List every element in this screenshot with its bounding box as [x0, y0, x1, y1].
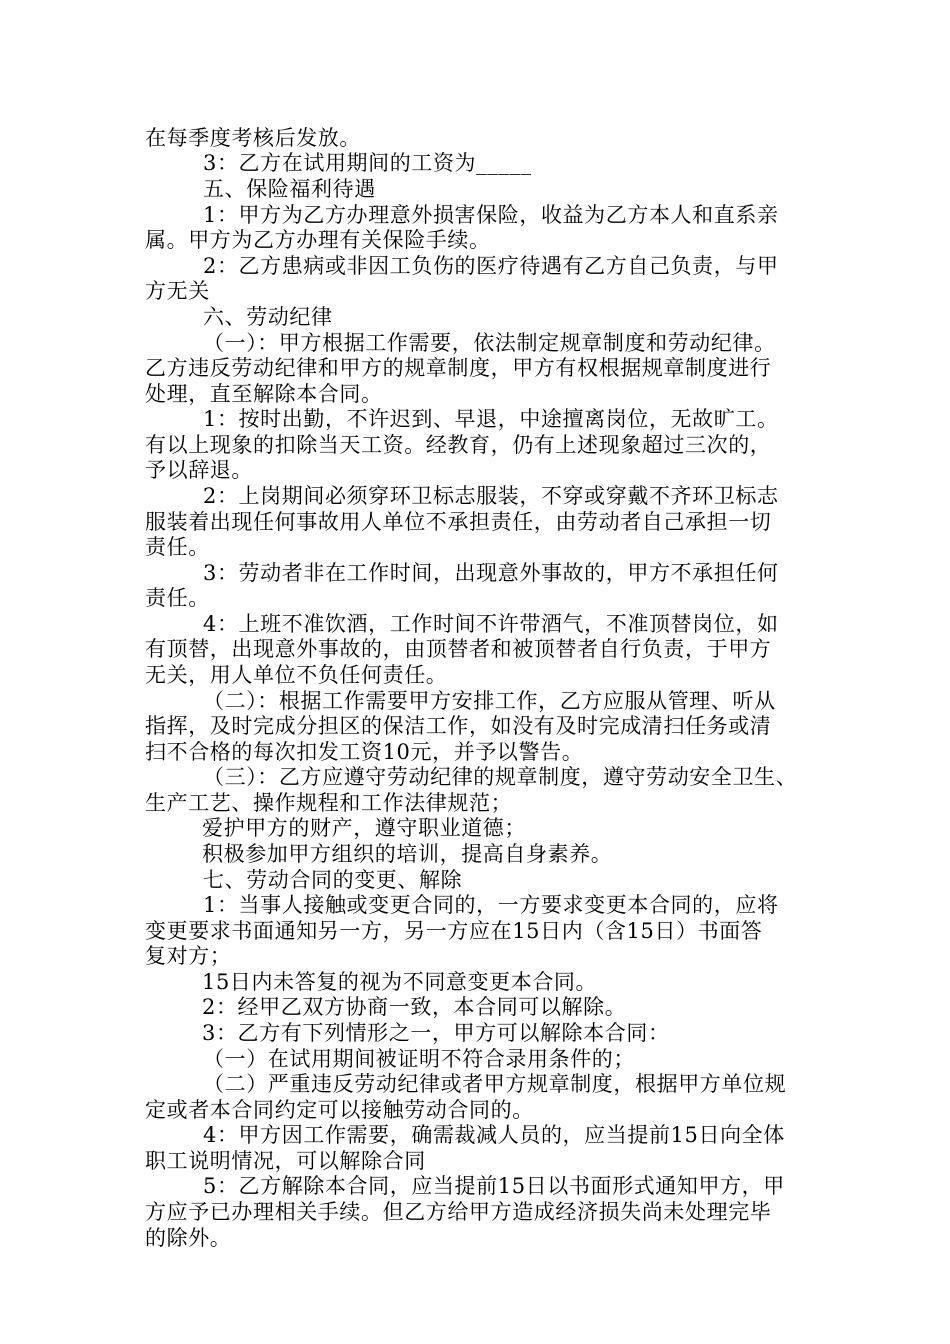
text-line: 3：劳动者非在工作时间，出现意外事故的，甲方不承担任何 — [203, 561, 779, 585]
text-line: （三）：乙方应遵守劳动纪律的规章制度，遵守劳动安全卫生、 — [203, 765, 798, 789]
text-line: 无关，用人单位不负任何责任。 — [145, 663, 448, 687]
text-line: （一）在试用期间被证明不符合录用条件的； — [203, 1047, 635, 1071]
text-line: 的除外。 — [145, 1226, 232, 1250]
text-line: 积极参加甲方组织的培训，提高自身素养。 — [202, 842, 613, 866]
text-line: 2：乙方患病或非因工负伤的医疗待遇有乙方自己负责，与甲 — [203, 254, 779, 278]
text-line: 指挥，及时完成分担区的保洁工作，如没有及时完成清扫任务或清 — [145, 714, 772, 738]
text-line: 4：甲方因工作需要，确需裁减人员的，应当提前15日向全体 — [203, 1123, 785, 1147]
text-line: 2：经甲乙双方协商一致，本合同可以解除。 — [202, 995, 627, 1019]
text-line: 处理，直至解除本合同。 — [145, 382, 383, 406]
text-line: 1：按时出勤，不许迟到、早退，中途擅离岗位，无故旷工。 — [203, 407, 779, 431]
text-line: 予以辞退。 — [145, 458, 253, 482]
text-line: （一）：甲方根据工作需要，依法制定规章制度和劳动纪律。 — [203, 331, 776, 355]
text-line: 乙方违反劳动纪律和甲方的规章制度，甲方有权根据规章制度进行 — [145, 356, 772, 380]
text-line: 生产工艺、操作规程和工作法律规范； — [145, 791, 513, 815]
text-line: 变更要求书面通知另一方，另一方应在15日内（含15日）书面答 — [145, 919, 763, 943]
text-line: （二）：根据工作需要甲方安排工作，乙方应服从管理、听从 — [203, 689, 776, 713]
text-line: 属。甲方为乙方办理有关保险手续。 — [145, 228, 491, 252]
text-line: 3：乙方在试用期间的工资为_____ — [203, 151, 532, 175]
section-heading: 五、保险福利待遇 — [203, 177, 376, 201]
section-heading: 七、劳动合同的变更、解除 — [203, 868, 463, 892]
text-line: 4：上班不准饮酒，工作时间不许带酒气，不准顶替岗位，如 — [203, 612, 779, 636]
text-line: 5：乙方解除本合同，应当提前15日以书面形式通知甲方，甲 — [203, 1174, 785, 1198]
text-line: 定或者本合同约定可以接触劳动合同的。 — [145, 1098, 534, 1122]
text-line: 责任。 — [145, 586, 210, 610]
text-line: 职工说明情况，可以解除合同 — [145, 1149, 426, 1173]
text-line: 15日内未答复的视为不同意变更本合同。 — [202, 970, 598, 994]
text-line: 方应予已办理相关手续。但乙方给甲方造成经济损失尚未处理完毕 — [145, 1200, 772, 1224]
text-line: 责任。 — [145, 535, 210, 559]
text-line: 复对方； — [145, 944, 232, 968]
section-heading: 六、劳动纪律 — [203, 305, 333, 329]
text-line: 2：上岗期间必须穿环卫标志服装，不穿或穿戴不齐环卫标志 — [203, 484, 779, 508]
text-line: 1：当事人接触或变更合同的，一方要求变更本合同的，应将 — [203, 893, 779, 917]
text-line: 有以上现象的扣除当天工资。经教育，仍有上述现象超过三次的， — [145, 433, 772, 457]
text-line: 3：乙方有下列情形之一，甲方可以解除本合同： — [202, 1021, 670, 1045]
text-line: （二）严重违反劳动纪律或者甲方规章制度，根据甲方单位规 — [203, 1072, 787, 1096]
text-line: 有顶替，出现意外事故的，由顶替者和被顶替者自行负责，于甲方 — [145, 637, 772, 661]
text-line: 爱护甲方的财产，遵守职业道德； — [202, 816, 526, 840]
text-line: 方无关 — [145, 279, 210, 303]
text-line: 扫不合格的每次扣发工资10元，并予以警告。 — [145, 740, 584, 764]
text-line: 在每季度考核后发放。 — [145, 126, 361, 150]
text-line: 服装着出现任何事故用人单位不承担责任，由劳动者自己承担一切 — [145, 510, 772, 534]
text-line: 1：甲方为乙方办理意外损害保险，收益为乙方本人和直系亲 — [203, 203, 779, 227]
